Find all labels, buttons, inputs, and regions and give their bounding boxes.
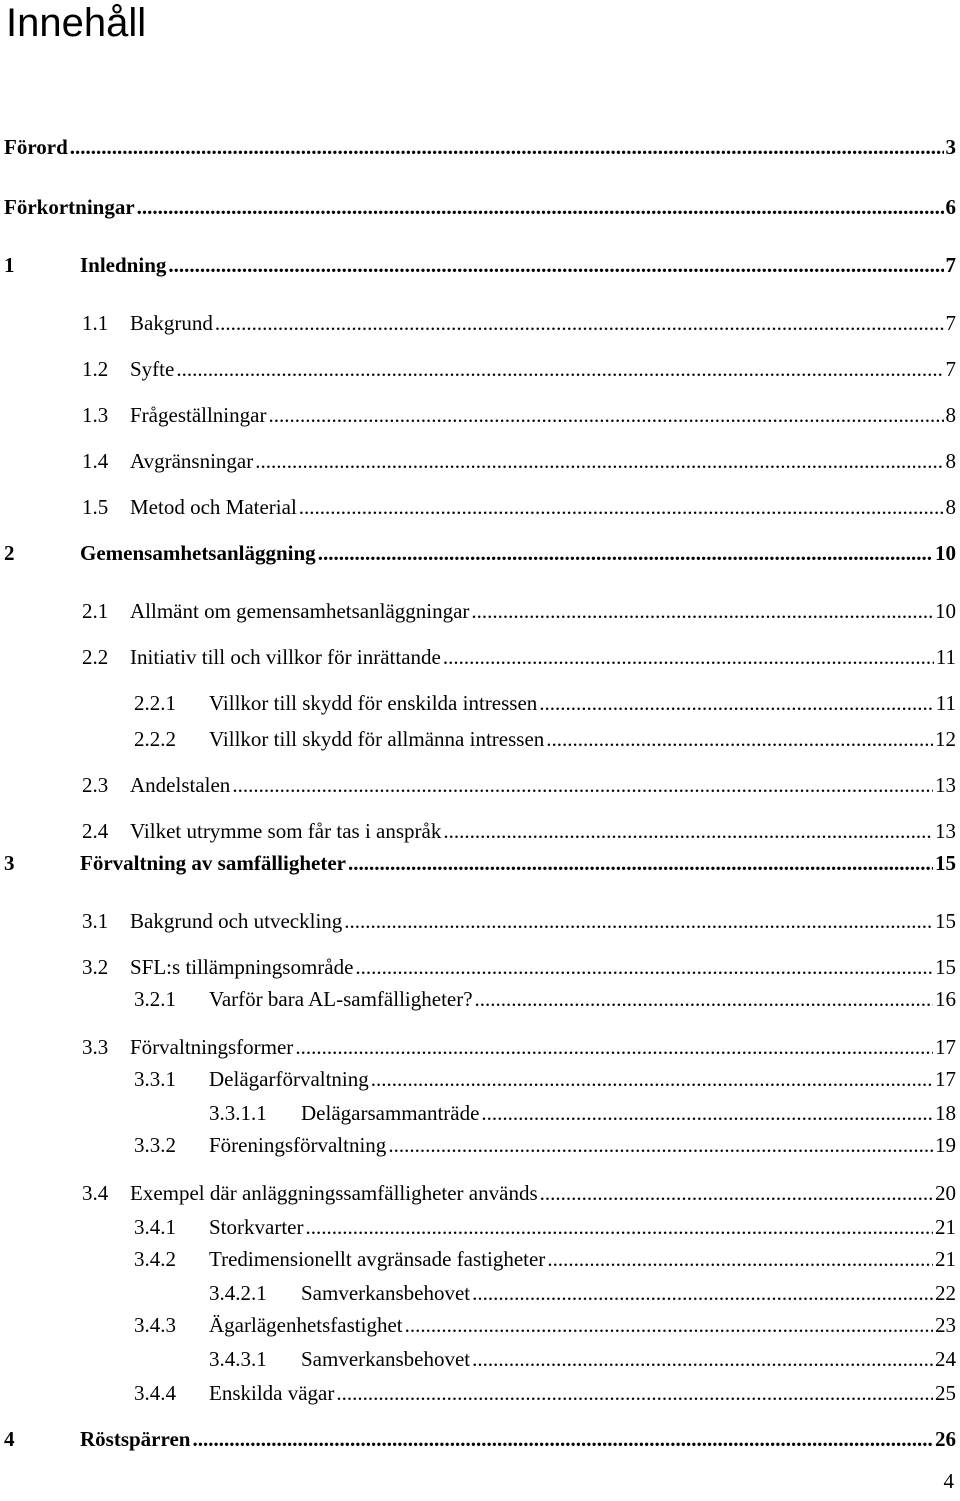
toc-entry-title: Enskilda vägar: [209, 1381, 335, 1405]
toc-entry-title: Avgränsningar: [130, 449, 254, 473]
toc-entry[interactable]: [82, 354, 956, 384]
toc-entry-title: Allmänt om gemensamhetsanläggningar: [130, 599, 470, 623]
toc-entry-page: 8: [945, 449, 956, 473]
toc-entry-page: 7: [945, 357, 956, 381]
toc-dot-leader: [232, 770, 933, 800]
toc-entry-number: 3.3.1: [134, 1067, 176, 1091]
toc-entry-number: 3.1: [82, 909, 109, 933]
toc-dot-leader: [176, 354, 943, 384]
toc-entry-page: 3: [945, 135, 956, 159]
toc-dot-leader: [472, 1344, 933, 1374]
toc-entry-page: 26: [935, 1427, 956, 1451]
toc-entry-number: 3.4.1: [134, 1215, 176, 1239]
toc-entry-title: Villkor till skydd för enskilda intressen: [209, 691, 538, 715]
toc-entry-number: 1.2: [82, 357, 109, 381]
toc-entry-title: Frågeställningar: [130, 403, 267, 427]
toc-entry[interactable]: [134, 688, 956, 718]
toc-entry-title: Metod och Material: [130, 495, 297, 519]
toc-dot-leader: [268, 400, 943, 430]
toc-entry-title: Varför bara AL-samfälligheter?: [209, 987, 473, 1011]
toc-dot-leader: [388, 1130, 933, 1160]
toc-entry-page: 10: [935, 599, 956, 623]
toc-entry-title: Syfte: [130, 357, 175, 381]
toc-dot-leader: [137, 192, 944, 222]
toc-entry-page: 11: [935, 645, 956, 669]
toc-entry-title: Bakgrund och utveckling: [130, 909, 343, 933]
toc-entry[interactable]: [209, 1098, 956, 1128]
page-title: Innehåll: [6, 1, 147, 45]
toc-entry-page: 10: [935, 541, 956, 565]
toc-entry-page: 17: [935, 1035, 956, 1059]
toc-entry-page: 15: [935, 851, 956, 875]
toc-dot-leader: [192, 1424, 933, 1454]
toc-entry[interactable]: [82, 1032, 956, 1062]
toc-entry-number: 2.3: [82, 773, 109, 797]
toc-dot-leader: [318, 538, 933, 568]
toc-entry-title: Delägarsammanträde: [301, 1101, 480, 1125]
toc-entry-number: 1.4: [82, 449, 109, 473]
toc-entry[interactable]: [134, 1130, 956, 1160]
toc-entry-number: 3.4.2: [134, 1247, 176, 1271]
toc-dot-leader: [371, 1064, 933, 1094]
toc-entry-page: 7: [945, 311, 956, 335]
toc-dot-leader: [471, 596, 933, 626]
toc-dot-leader: [305, 1212, 933, 1242]
page-number: 4: [943, 1469, 954, 1493]
toc-entry[interactable]: [134, 1310, 956, 1340]
toc-entry-number: 3: [4, 851, 15, 875]
toc-entry-page: 21: [935, 1247, 956, 1271]
toc-entry-page: 20: [935, 1181, 956, 1205]
toc-dot-leader: [472, 1278, 933, 1308]
toc-dot-leader: [539, 688, 933, 718]
toc-entry[interactable]: [82, 446, 956, 476]
toc-entry[interactable]: [82, 308, 956, 338]
toc-entry-number: 3.2.1: [134, 987, 176, 1011]
toc-entry[interactable]: [82, 492, 956, 522]
toc-entry[interactable]: [4, 1424, 956, 1454]
toc-entry-number: 3.4.4: [134, 1381, 176, 1405]
toc-entry-title: Villkor till skydd för allmänna intressen: [209, 727, 545, 751]
toc-dot-leader: [443, 816, 933, 846]
toc-entry-page: 18: [935, 1101, 956, 1125]
toc-entry-title: Initiativ till och villkor för inrättande: [130, 645, 441, 669]
toc-entry-number: 2.2.2: [134, 727, 176, 751]
toc-dot-leader: [405, 1310, 933, 1340]
toc-dot-leader: [168, 250, 943, 280]
toc-entry-number: 3.3: [82, 1035, 109, 1059]
toc-entry[interactable]: [82, 770, 956, 800]
toc-entry-title: Förord: [4, 135, 68, 159]
toc-entry[interactable]: [209, 1344, 956, 1374]
toc-entry-page: 15: [935, 955, 956, 979]
toc-entry-page: 13: [935, 773, 956, 797]
toc-entry-title: Röstspärren: [80, 1427, 191, 1451]
toc-entry-title: Samverkansbehovet: [301, 1281, 471, 1305]
toc-entry-page: 19: [935, 1133, 956, 1157]
toc-entry-title: Föreningsförvaltning: [209, 1133, 387, 1157]
toc-entry-title: Förkortningar: [4, 195, 135, 219]
toc-entry-number: 2.2: [82, 645, 109, 669]
toc-entry-title: Vilket utrymme som får tas i anspråk: [130, 819, 442, 843]
toc-dot-leader: [547, 1244, 933, 1274]
toc-entry-title: Storkvarter: [209, 1215, 304, 1239]
toc-entry-page: 21: [935, 1215, 956, 1239]
toc-entry-number: 3.3.2: [134, 1133, 176, 1157]
toc-entry-title: Andelstalen: [130, 773, 231, 797]
toc-dot-leader: [475, 984, 933, 1014]
toc-entry-page: 13: [935, 819, 956, 843]
toc-entry-page: 7: [945, 253, 956, 277]
toc-dot-leader: [355, 952, 933, 982]
toc-entry-number: 3.4.2.1: [209, 1281, 267, 1305]
toc-entry-title: Inledning: [80, 253, 167, 277]
toc-entry-number: 3.2: [82, 955, 109, 979]
toc-entry-page: 11: [935, 691, 956, 715]
toc-entry[interactable]: [82, 642, 956, 672]
toc-entry-number: 1.1: [82, 311, 109, 335]
toc-entry-number: 2.1: [82, 599, 109, 623]
toc-dot-leader: [255, 446, 943, 476]
toc-dot-leader: [348, 848, 933, 878]
toc-entry-title: Ägarlägenhetsfastighet: [209, 1313, 403, 1337]
toc-entry-title: Bakgrund: [130, 311, 213, 335]
toc-entry[interactable]: [134, 724, 956, 754]
toc-entry-number: 3.3.1.1: [209, 1101, 267, 1125]
toc-dot-leader: [336, 1378, 933, 1408]
toc-entry-number: 3.4.3: [134, 1313, 176, 1337]
toc-entry[interactable]: [4, 538, 956, 568]
toc-entry-number: 3.4: [82, 1181, 109, 1205]
toc-entry-title: Exempel där anläggningssamfälligheter används: [130, 1181, 538, 1205]
toc-entry-page: 8: [945, 403, 956, 427]
toc-entry[interactable]: [82, 596, 956, 626]
toc-entry-number: 2.4: [82, 819, 109, 843]
toc-entry-title: Förvaltning av samfälligheter: [80, 851, 346, 875]
toc-entry[interactable]: [209, 1278, 956, 1308]
toc-dot-leader: [295, 1032, 933, 1062]
toc-dot-leader: [344, 906, 933, 936]
toc-entry-page: 22: [935, 1281, 956, 1305]
toc-entry-title: Förvaltningsformer: [130, 1035, 294, 1059]
toc-dot-leader: [540, 1178, 933, 1208]
toc-dot-leader: [546, 724, 933, 754]
toc-entry-page: 12: [935, 727, 956, 751]
toc-entry-number: 2: [4, 541, 15, 565]
toc-dot-leader: [70, 132, 944, 162]
toc-dot-leader: [215, 308, 944, 338]
toc-entry-page: 23: [935, 1313, 956, 1337]
toc-entry[interactable]: [4, 132, 956, 162]
toc-entry[interactable]: [4, 250, 956, 280]
toc-entry-title: Tredimensionellt avgränsade fastigheter: [209, 1247, 546, 1271]
toc-entry[interactable]: [4, 192, 956, 222]
toc-entry[interactable]: [134, 1378, 956, 1408]
toc-entry[interactable]: [134, 1212, 956, 1242]
toc-entry-page: 15: [935, 909, 956, 933]
toc-entry-title: SFL:s tillämpningsområde: [130, 955, 354, 979]
toc-entry[interactable]: [134, 1244, 956, 1274]
toc-entry-number: 3.4.3.1: [209, 1347, 267, 1371]
toc-entry[interactable]: [82, 816, 956, 846]
toc-entry-number: 2.2.1: [134, 691, 176, 715]
toc-entry-number: 1.5: [82, 495, 109, 519]
toc-dot-leader: [481, 1098, 933, 1128]
toc-entry[interactable]: [82, 906, 956, 936]
toc-entry[interactable]: [134, 984, 956, 1014]
toc-dot-leader: [299, 492, 944, 522]
toc-entry-page: 17: [935, 1067, 956, 1091]
toc-entry-number: 1.3: [82, 403, 109, 427]
toc-dot-leader: [443, 642, 934, 672]
toc-entry-page: 6: [945, 195, 956, 219]
toc-entry-title: Samverkansbehovet: [301, 1347, 471, 1371]
toc-entry-page: 16: [935, 987, 956, 1011]
toc-entry-page: 24: [935, 1347, 956, 1371]
toc-entry[interactable]: [134, 1064, 956, 1094]
toc-entry[interactable]: [82, 400, 956, 430]
toc-entry[interactable]: [82, 952, 956, 982]
toc-entry-number: 4: [4, 1427, 15, 1451]
toc-entry-title: Delägarförvaltning: [209, 1067, 369, 1091]
toc-entry[interactable]: [82, 1178, 956, 1208]
toc-entry[interactable]: [4, 848, 956, 878]
toc-entry-title: Gemensamhetsanläggning: [80, 541, 316, 565]
toc-entry-page: 8: [945, 495, 956, 519]
toc-entry-number: 1: [4, 253, 15, 277]
toc-entry-page: 25: [935, 1381, 956, 1405]
